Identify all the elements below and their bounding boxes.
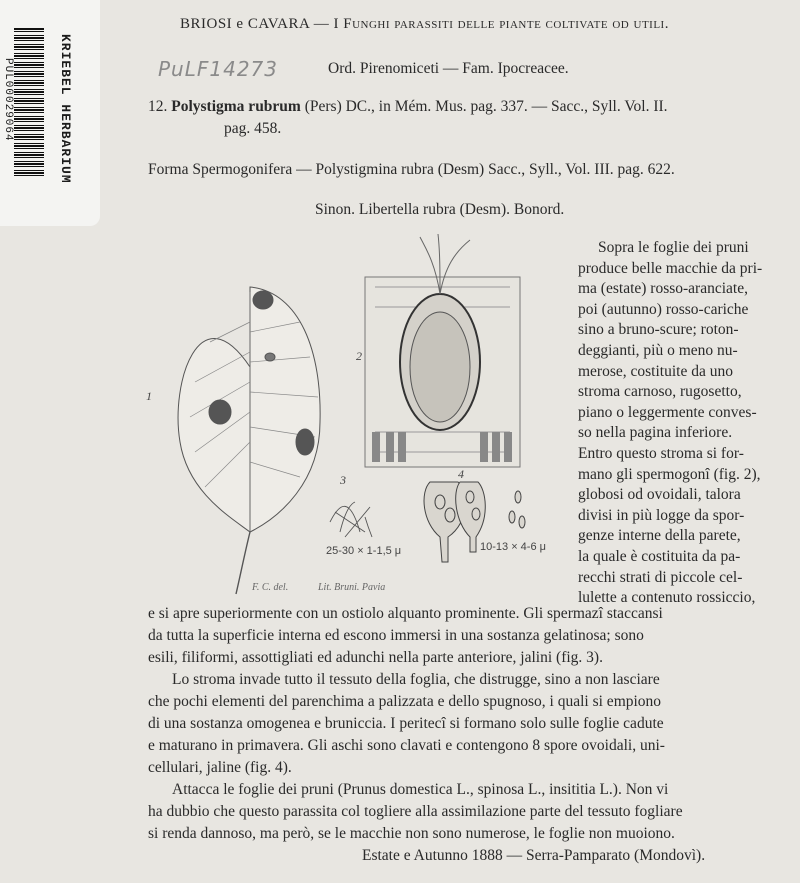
fig4-label: 4 xyxy=(458,467,464,481)
body-text-line: e maturano in primavera. Gli aschi sono clavati e contengono 8 spore ovoidali, uni- xyxy=(148,737,665,754)
body-text-line: da tutta la superficie interna ed escono immersi in una sostanza gelatinosa; sono xyxy=(148,627,644,644)
fig4-caption: 10-13 × 4-6 μ xyxy=(480,541,546,553)
right-column-line: ma (estate) rosso-aranciate, xyxy=(578,280,748,298)
classification: Ord. Pirenomiceti — Fam. Ipocreacee. xyxy=(328,60,569,77)
right-column-line: piano o leggermente conves- xyxy=(578,403,757,421)
right-column-line: globosi od ovoidali, talora xyxy=(578,486,741,504)
right-column-line: poi (autunno) rosso-cariche xyxy=(578,300,749,318)
right-column-line: produce belle macchie da pri- xyxy=(578,259,763,277)
leaf-illustration xyxy=(178,287,320,594)
body-text-line: di una sostanza omogenea e bruniccia. I peritecî si formano solo sulle foglie cadute xyxy=(148,715,664,732)
right-column-line: recchi strati di piccole cel- xyxy=(578,568,743,586)
spermogonium-section xyxy=(365,234,520,467)
species-citation: (Pers) DC., in Mém. Mus. pag. 337. — Sacc., Syll. Vol. II. xyxy=(304,98,668,115)
right-column-line: Entro questo stroma si for- xyxy=(578,444,744,462)
species-name: Polystigma rubrum xyxy=(171,98,301,115)
fig3-label: 3 xyxy=(340,473,346,487)
right-column-line: mano gli spermogonî (fig. 2), xyxy=(578,465,761,483)
body-text-line: che pochi elementi del parenchima a palizzata e dello spugnoso, i quali si empiono xyxy=(148,693,662,710)
right-column-line: la quale è costituita da pa- xyxy=(578,547,741,565)
fig1-label: 1 xyxy=(146,389,152,403)
plate-figure xyxy=(140,232,570,602)
species-line xyxy=(148,97,668,117)
right-column-line: deggianti, più o meno nu- xyxy=(578,341,738,359)
forma-line: Forma Spermogonifera — Polystigmina rubra (Desm) Sacc., Syll., Vol. III. pag. 622. xyxy=(148,161,675,178)
right-column-line: so nella pagina inferiore. xyxy=(578,424,733,442)
body-text-line: cellulari, jaline (fig. 4). xyxy=(148,759,292,776)
header-authors: BRIOSI e CAVARA xyxy=(180,16,310,32)
species-number: 12. xyxy=(148,98,168,115)
right-column-line: lulette a contenuto rossiccio, xyxy=(578,589,756,607)
main-text xyxy=(148,603,788,845)
right-column-text xyxy=(578,238,790,609)
footer-date-location: Estate e Autunno 1888 — Serra-Pamparato (Mondovì). xyxy=(362,847,706,864)
right-column-line: genze interne della parete, xyxy=(578,527,741,545)
herbarium-name: KRIEBEL HERBARIUM xyxy=(58,34,73,184)
body-text-line: esili, filiformi, assottigliati ed adunchi nella parte anteriore, jalini (fig. 3). xyxy=(148,649,603,666)
right-column-line: divisi in più logge da spor- xyxy=(578,506,745,524)
fig3-caption: 25-30 × 1-1,5 μ xyxy=(326,545,402,557)
body-text-line: e si apre superiormente con un ostiolo alquanto prominente. Gli spermazî staccansi xyxy=(148,605,663,622)
page-header xyxy=(180,16,669,33)
species-citation-cont: pag. 458. xyxy=(224,120,282,137)
right-column-line: merose, costituite da uno xyxy=(578,362,733,380)
right-column-line: sino a bruno-scure; roton- xyxy=(578,321,739,339)
handwritten-accession: PuLF14273 xyxy=(158,57,279,81)
body-text-line: si renda dannoso, ma però, se le macchie non sono numerose, le foglie non muoiono. xyxy=(148,825,675,842)
body-text-line: Lo stroma invade tutto il tessuto della foglia, che distrugge, sino a non lasciare xyxy=(172,671,660,688)
plate-credit-printer: Lit. Bruni. Pavia xyxy=(318,582,386,593)
right-column-line: stroma carnoso, rugosetto, xyxy=(578,383,742,401)
body-text-line: ha dubbio che questo parassita col togliere alla assimilazione parte del tessuto fogliare xyxy=(148,803,683,820)
plate-credit-artist: F. C. del. xyxy=(252,582,289,593)
fig2-label: 2 xyxy=(356,349,362,363)
right-column-line: Sopra le foglie dei pruni xyxy=(598,239,749,256)
body-text-line: Attacca le foglie dei pruni (Prunus domestica L., spinosa L., insititia L.). Non vi xyxy=(172,781,669,798)
spermatia-figure xyxy=(330,502,372,537)
header-title: — I Funghi parassiti delle piante coltivate od utili. xyxy=(313,16,669,32)
synonym-line: Sinon. Libertella rubra (Desm). Bonord. xyxy=(315,201,565,218)
barcode xyxy=(14,28,44,178)
catalog-number: PUL00029064 xyxy=(2,58,14,142)
